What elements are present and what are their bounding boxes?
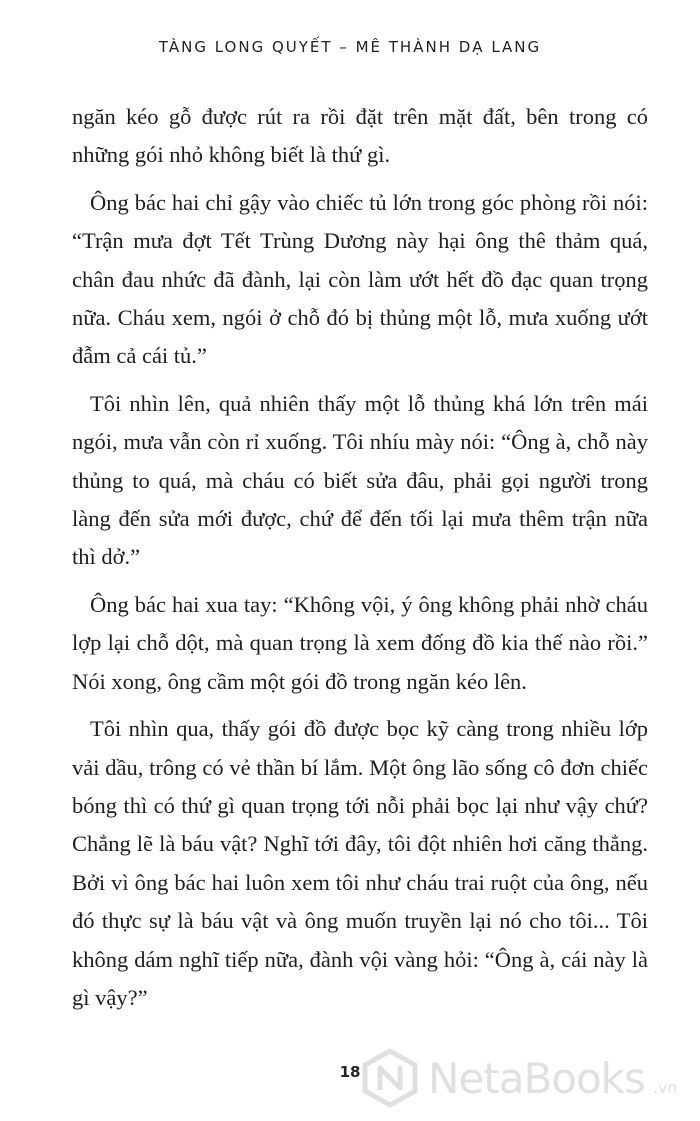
paragraph: Ông bác hai xua tay: “Không vội, ý ông không phải nhờ cháu lợp lại chỗ dột, mà quan trọng là xem đống đồ kia thế nào rồi.” Nói xong, ông cầm một gói đồ trong ngăn kéo lên.	[72, 591, 648, 694]
paragraph: ngăn kéo gỗ được rút ra rồi đặt trên mặt đất, bên trong có những gói nhỏ không biết là thứ gì.	[72, 104, 648, 168]
watermark	[360, 1043, 700, 1113]
paragraph: Tôi nhìn lên, quả nhiên thấy một lỗ thủng khá lớn trên mái ngói, mưa vẫn còn rỉ xuống. Tôi nhíu mày nói: “Ông à, chỗ này thủng to quá, mà cháu có biết sửa đâu, phải gọi người trong làng đến sửa mới được, chứ để đến tối lại mưa thêm trận nữa thì dở.”	[72, 390, 648, 570]
netabooks-logo-icon	[360, 1048, 420, 1108]
paragraph: Ông bác hai chỉ gậy vào chiếc tủ lớn trong góc phòng rồi nói: “Trận mưa đợt Tết Trùng Dương này hại ông thê thảm quá, chân đau nhức đã đành, lại còn làm ướt hết đồ đạc quan trọng nữa. Cháu xem, ngói ở chỗ đó bị thủng một lỗ, mưa xuống ướt đẫm cả cái tủ.”	[72, 189, 648, 369]
running-header: TÀNG LONG QUYẾT – MÊ THÀNH DẠ LANG	[158, 38, 542, 56]
watermark-suffix: .vn	[652, 1077, 678, 1097]
page-number: 18	[339, 1063, 361, 1081]
page-body	[72, 98, 648, 1026]
paragraph: Tôi nhìn qua, thấy gói đồ được bọc kỹ càng trong nhiều lớp vải dầu, trông có vẻ thần bí lắm. Một ông lão sống cô đơn chiếc bóng thì có thứ gì quan trọng tới nỗi phải bọc lại như vậy chứ? Chẳng lẽ là báu vật? Nghĩ tới đây, tôi đột nhiên hơi căng thẳng. Bởi vì ông bác hai luôn xem tôi như cháu trai ruột của ông, nếu đó thực sự là báu vật và ông muốn truyền lại nó cho tôi... Tôi không dám nghĩ tiếp nữa, đành vội vàng hỏi: “Ông à, cái này là gì vậy?”	[72, 716, 648, 1010]
watermark-brand: NetaBooks	[428, 1053, 645, 1103]
